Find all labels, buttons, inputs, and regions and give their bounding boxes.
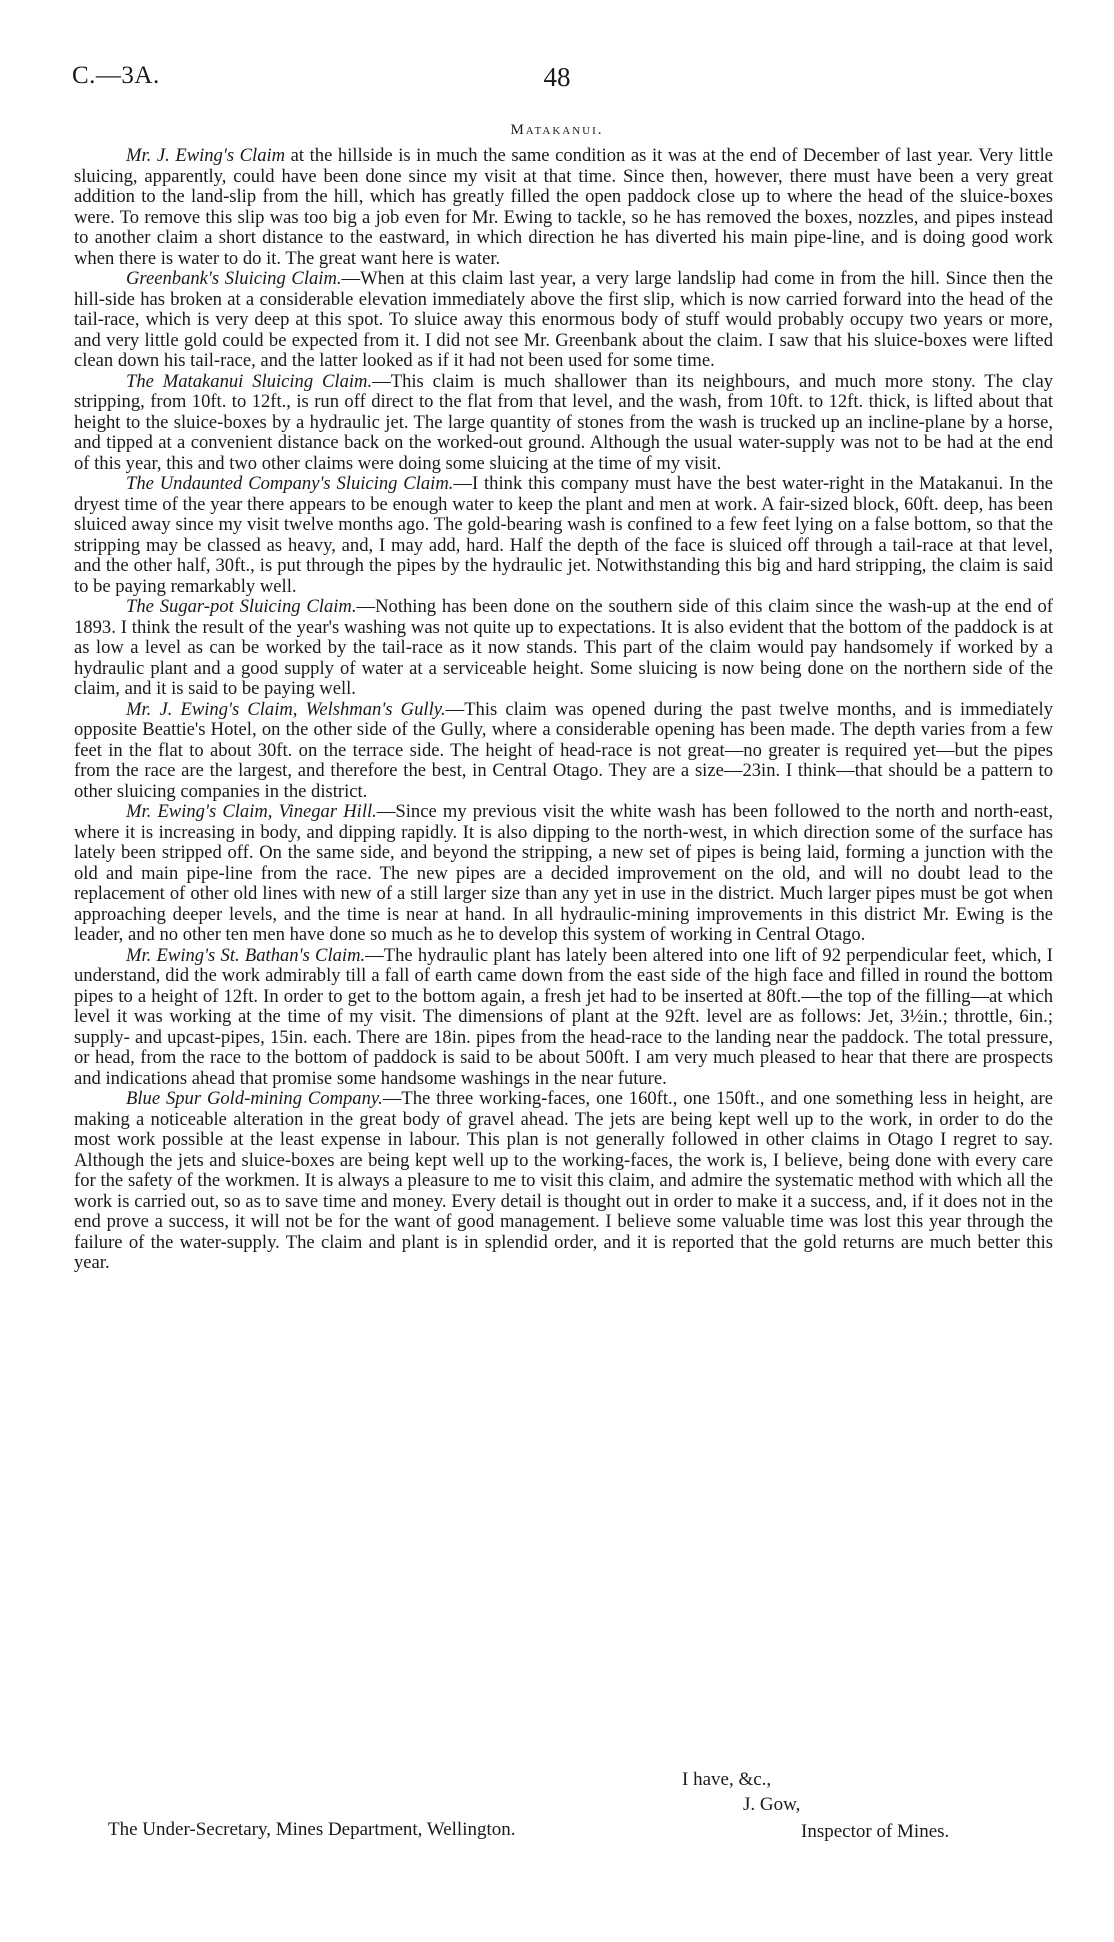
paragraph-ewing-claim <box>74 146 1053 269</box>
paragraph-lead: Mr. J. Ewing's Claim, Welshman's Gully. <box>126 698 446 720</box>
paragraph-lead: Mr. J. Ewing's Claim <box>126 145 286 166</box>
paragraph-undaunted-claim <box>74 474 1053 597</box>
section-title: Matakanui. <box>510 122 604 138</box>
paragraph-sugar-pot-claim <box>74 597 1053 700</box>
paragraph-text: —The hydraulic plant has lately been altered into one lift of 92 perpendicular feet, which, I understand, did the work admirably till a fall of earth came down from the east side of the high face and filled in round the bottom pipes to a height of 12ft. In order to get to the bottom again, a fresh jet had to be inserted at 80ft.—the top of the filling—at which level it was working at the time of my visit. The dimensions of plant at the 92ft. level are as follows: Jet, 3½in.; throttle, 6in.; supply- and upcast-pipes, 15in. each. There are 18in. pipes from the head-race to the landing near the paddock. The total pressure, or head, from the race to the bottom of paddock is said to be about 500ft. I am very much pleased to hear that there are prospects and indications ahead that promise some handsome washings in the near future. <box>74 944 1053 1089</box>
paragraph-lead: Mr. Ewing's St. Bathan's Claim. <box>126 944 366 966</box>
paragraph-welshmans-gully-claim <box>74 700 1053 803</box>
page-reference: C.—3A. <box>72 62 160 89</box>
report-body <box>74 146 1053 1274</box>
paragraph-lead: Greenbank's Sluicing Claim. <box>126 268 342 289</box>
paragraph-lead: Mr. Ewing's Claim, Vinegar Hill. <box>126 801 377 822</box>
paragraph-lead: Blue Spur Gold-mining Company. <box>126 1088 383 1109</box>
paragraph-matakanui-claim <box>74 372 1053 475</box>
paragraph-text: —Nothing has been done on the southern side of this claim since the wash-up at the end of 1893. I think the result of the year's washing was not quite up to expectations. It is also evident that the bottom of the paddock is at as low a level as can be worked by the tail-race as it now stands. This part of the claim would pay handsomely if worked by a hydraulic plant and a good supply of water at a serviceable height. Some sluicing is now being done on the northern side of the claim, and it is said to be paying well. <box>74 596 1053 699</box>
paragraph-text: —I think this company must have the best water-right in the Matakanui. In the dryest time of the year there appears to be enough water to keep the plant and men at work. A fair-sized block, 60ft. deep, has been sluiced away since my visit twelve months ago. The gold-bearing wash is confined to a few feet lying on a false bottom, so that the stripping may be classed as heavy, and, I may add, hard. Half the depth of the face is sluiced off through a tail-race at that level, and the other half, 30ft., is put through the pipes by the hydraulic jet. Notwithstanding this big and hard stripping, the claim is said to be paying remarkably well. <box>74 473 1053 597</box>
paragraph-lead: The Matakanui Sluicing Claim. <box>126 370 373 392</box>
page-number: 48 <box>543 62 571 92</box>
addressee-line: The Under-Secretary, Mines Department, Wellington. <box>108 1819 516 1840</box>
paragraph-blue-spur-company <box>74 1089 1053 1274</box>
paragraph-lead: The Undaunted Company's Sluicing Claim. <box>126 473 454 494</box>
paragraph-text: —This claim is much shallower than its neighbours, and much more stony. The clay stripping, from 10ft. to 12ft., is run off direct to the flat from that level, and the wash, from 10ft. to 12ft. thick, is lifted about that height to the sluice-boxes by a hydraulic jet. The large quantity of stones from the wash is trucked up an incline-plane by a horse, and tipped at a convenient distance back on the worked-out ground. Although the usual water-supply was not to be had at the end of this year, this and two other claims were doing some sluicing at the time of my visit. <box>74 370 1053 474</box>
paragraph-text: —When at this claim last year, a very large landslip had come in from the hill. Since then the hill-side has broken at a considerable elevation immediately above the first slip, which is now carried forward into the head of the tail-race, which is very deep at this spot. To sluice away this enormous body of stuff would probably occupy two years or more, and very little gold could be expected from it. I did not see Mr. Greenbank about the claim. I saw that his sluice-boxes were lifted clean down his tail-race, and the latter looked as if it had not been used for some time. <box>74 268 1053 371</box>
signature-closing: I have, &c., <box>682 1769 772 1790</box>
signature-name: J. Gow, <box>743 1794 801 1815</box>
paragraph-greenbank-claim <box>74 269 1053 372</box>
paragraph-text: —The three working-faces, one 160ft., one 150ft., and one something less in height, are making a noticeable alteration in the great body of gravel ahead. The jets are being kept well up to the work, in order to do the most work possible at the least expense in labour. This plan is not generally followed in other claims in Otago I regret to say. Although the jets and sluice-boxes are being kept well up to the working-faces, the work is, I believe, being done with every care for the safety of the workmen. It is always a pleasure to me to visit this claim, and admire the systematic method with which all the work is carried out, so as to save time and money. Every detail is thought out in order to make it a success, and, if it does not in the end prove a success, it will not be for the want of good management. I believe some valuable time was lost this year through the failure of the water-supply. The claim and plant is in splendid order, and it is reported that the gold returns are much better this year. <box>74 1088 1053 1273</box>
paragraph-text: —Since my previous visit the white wash has been followed to the north and north-east, where it is increasing in body, and dipping rapidly. It is also dipping to the north-west, in which direction some of the surface has lately been stripped off. On the same side, and beyond the stripping, a new set of pipes is being laid, forming a junction with the old and main pipe-line from the race. The new pipes are a decided improvement on the old, and will no doubt lead to the replacement of other old lines with new of a still larger size than any yet in use in the district. Much larger pipes must be got when approaching deeper levels, and the time is near at hand. In all hydraulic-mining improvements in this district Mr. Ewing is the leader, and no other ten men have done so much as he to develop this system of working in Central Otago. <box>74 801 1053 945</box>
paragraph-text: —This claim was opened during the past twelve months, and is immediately opposite Beattie's Hotel, on the other side of the Gully, where a considerable opening has been made. The depth varies from a few feet in the flat to about 30ft. on the terrace side. The height of head-race is not great—no greater is required yet—but the pipes from the race are the largest, and therefore the best, in Central Otago. They are a size—23in. I think—that should be a pattern to other sluicing companies in the district. <box>74 698 1053 802</box>
paragraph-text: at the hillside is in much the same condition as it was at the end of December of last year. Very little sluicing, apparently, could have been done since my visit at that time. Since then, however, there must have been a very great addition to the land-slip from the hill, which has greatly filled the open paddock close up to where the head of the sluice-boxes were. To remove this slip was too big a job even for Mr. Ewing to tackle, so he has removed the boxes, nozzles, and pipes instead to another claim a short distance to the eastward, in which direction he has diverted his main pipe-line, and is doing good work when there is water to do it. The great want here is water. <box>74 145 1053 269</box>
paragraph-st-bathans-claim <box>74 946 1053 1090</box>
paragraph-vinegar-hill-claim <box>74 802 1053 946</box>
paragraph-lead: The Sugar-pot Sluicing Claim. <box>126 596 357 617</box>
signature-title: Inspector of Mines. <box>801 1821 950 1842</box>
